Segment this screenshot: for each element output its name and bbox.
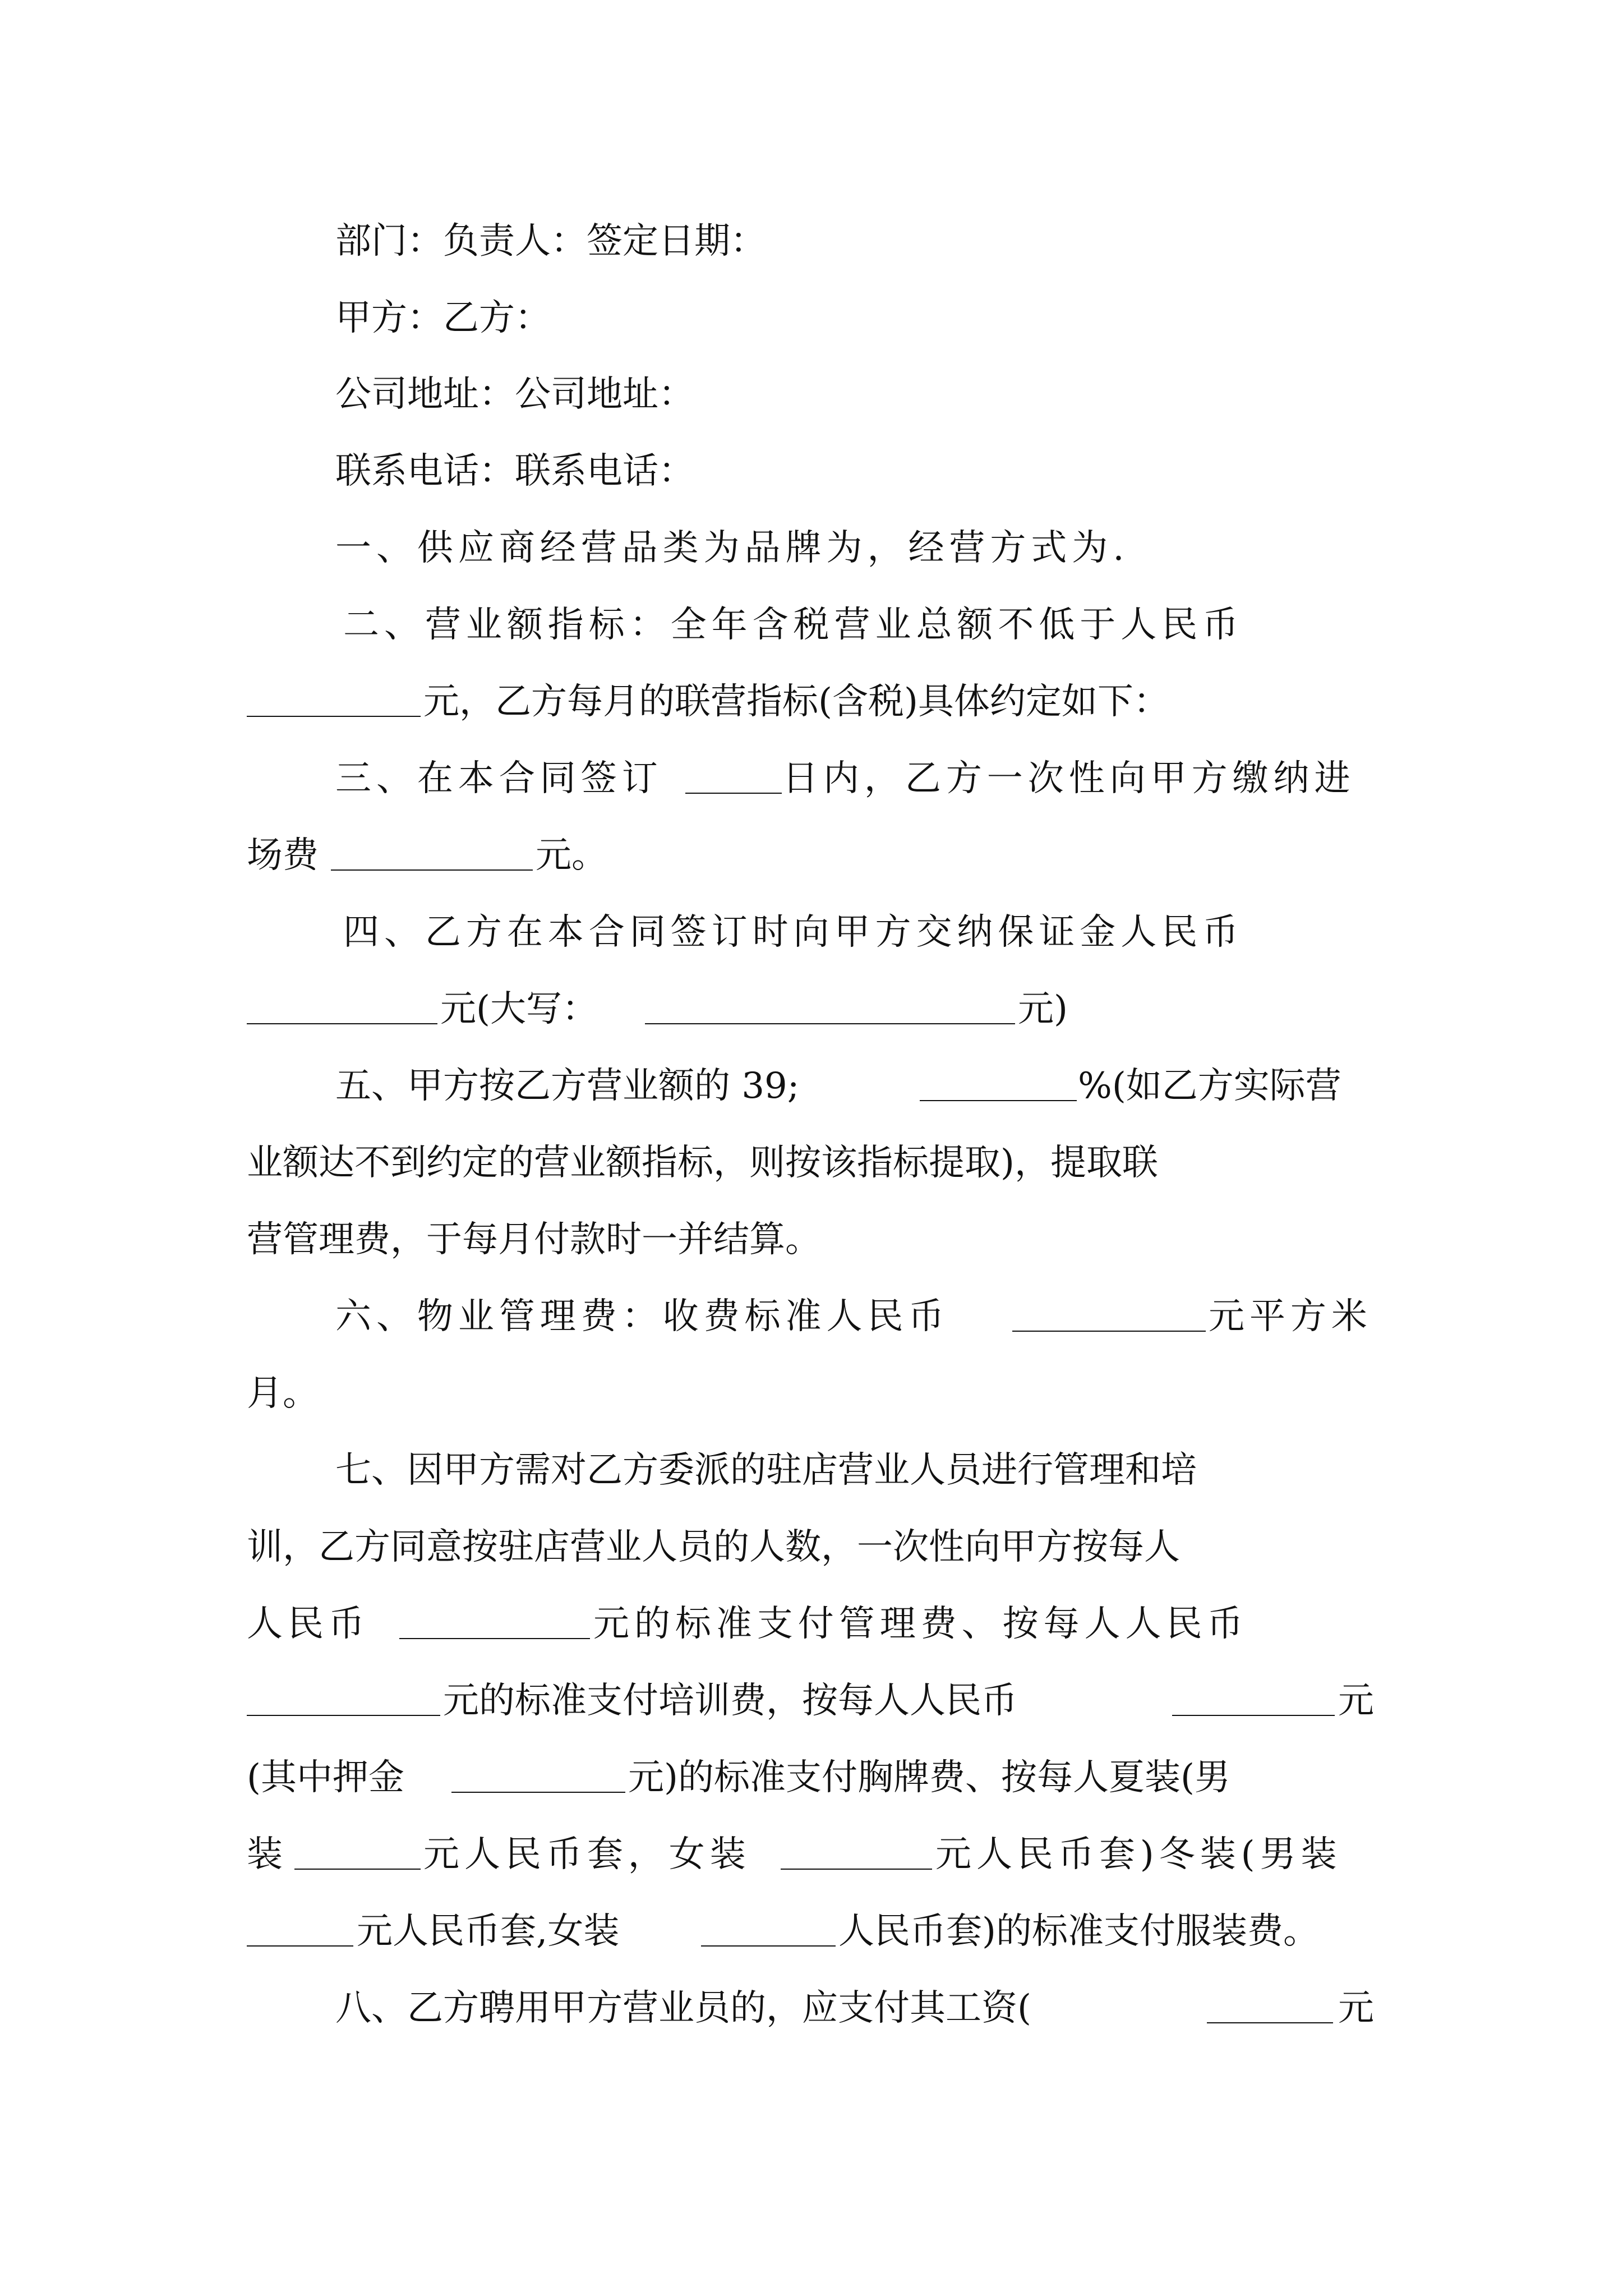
clause-7-line-3 [0, 1593, 1623, 1655]
clause-8-line-1 [0, 1977, 1623, 2039]
clause-7-text-5b: 元)的标准支付胸牌费、按每人夏装(男 [628, 1757, 1230, 1798]
clause-8-text-1a: 八、乙方聘用甲方营业员的，应支付其工资( [335, 1987, 1031, 2029]
blank-line [1207, 2022, 1333, 2023]
clause-5-line-2 [0, 1132, 1623, 1194]
blank-line [247, 716, 421, 717]
address-line [0, 364, 1623, 425]
blank-line [247, 1715, 440, 1716]
clause-7-text-4b: 元 [1338, 1680, 1374, 1722]
clause-7-text-5a: (其中押金 [247, 1757, 404, 1798]
clause-2-line-2 [0, 671, 1623, 733]
blank-line [685, 793, 782, 794]
clause-4-text-2b: 元) [1018, 988, 1068, 1030]
clause-3-line-2 [0, 825, 1623, 886]
clause-5-text-2: 业额达不到约定的营业额指标，则按该指标提取)，提取联 [247, 1142, 1158, 1184]
clause-6-text-1a: 六、物业管理费：收费标准人民币 [335, 1296, 949, 1337]
clause-4-text-2a: 元(大写： [440, 988, 598, 1030]
blank-line [247, 1023, 437, 1024]
clause-6-text-2: 月。 [247, 1373, 319, 1414]
parties-text: 甲方：乙方： [335, 297, 551, 339]
clause-7-text-3b: 元的标准支付管理费、按每人人民币 [593, 1603, 1248, 1645]
phone-text: 联系电话：联系电话： [335, 450, 694, 492]
clause-4-line-1 [0, 901, 1623, 963]
clause-3-text-2a: 场费 [247, 835, 319, 876]
clause-8-text-1b: 元 [1338, 1987, 1374, 2029]
clause-7-line-2 [0, 1516, 1623, 1578]
clause-3-text-2b: 元。 [536, 835, 607, 876]
clause-5-line-1 [0, 1055, 1623, 1117]
clause-7-text-6a: 装 [247, 1834, 283, 1875]
clause-5-text-3: 营管理费，于每月付款时一并结算。 [247, 1219, 821, 1260]
clause-4-text-1: 四、乙方在本合同签订时向甲方交纳保证金人民币 [343, 912, 1244, 953]
clause-3-text-1a: 三、在本合同签订 [335, 758, 663, 799]
blank-line [920, 1100, 1077, 1101]
blank-line [451, 1792, 625, 1793]
parties-line [0, 287, 1623, 349]
clause-7-text-6c: 元人民币套)冬装(男装 [935, 1834, 1342, 1875]
clause-5-text-1a: 五、甲方按乙方营业额的 39; [335, 1065, 800, 1107]
clause-5-text-1b: %(如乙方实际营 [1078, 1065, 1341, 1107]
clause-7-line-5 [0, 1747, 1623, 1809]
blank-line [247, 1945, 353, 1947]
clause-7-line-7 [0, 1901, 1623, 1962]
blank-line [701, 1945, 836, 1947]
clause-2-text-2: 元，乙方每月的联营指标(含税)具体约定如下： [423, 681, 1169, 723]
blank-line [1172, 1715, 1335, 1716]
clause-7-line-6 [0, 1824, 1623, 1885]
clause-6-text-1b: 元平方米 [1209, 1296, 1372, 1337]
clause-5-line-3 [0, 1209, 1623, 1271]
clause-2-text-1: 二、营业额指标：全年含税营业总额不低于人民币 [343, 604, 1244, 646]
clause-7-text-3a: 人民币 [247, 1603, 370, 1645]
clause-7-text-2: 训，乙方同意按驻店营业人员的人数，一次性向甲方按每人 [247, 1526, 1180, 1568]
clause-1-line [0, 517, 1623, 579]
clause-7-line-4 [0, 1670, 1623, 1732]
blank-line [645, 1023, 1015, 1024]
clause-7-text-1: 七、因甲方需对乙方委派的驻店营业人员进行管理和培 [335, 1450, 1197, 1491]
clause-1-text: 一、供应商经营品类为品牌为，经营方式为. [335, 527, 1129, 569]
header-department-text: 部门：负责人：签定日期： [335, 220, 766, 262]
clause-4-line-2 [0, 978, 1623, 1040]
blank-line [294, 1869, 421, 1870]
header-department-line [0, 210, 1623, 272]
clause-7-text-6b: 元人民币套，女装 [423, 1834, 751, 1875]
clause-2-line-1 [0, 594, 1623, 656]
phone-line [0, 440, 1623, 502]
clause-3-text-1b: 日内，乙方一次性向甲方缴纳进 [782, 758, 1355, 799]
clause-3-line-1 [0, 748, 1623, 809]
clause-7-text-7a: 元人民币套,女装 [357, 1911, 620, 1952]
clause-6-line-2 [0, 1363, 1623, 1424]
clause-7-line-1 [0, 1439, 1623, 1501]
blank-line [1012, 1331, 1206, 1332]
blank-line [781, 1869, 932, 1870]
blank-line [399, 1638, 590, 1639]
clause-6-line-1 [0, 1286, 1623, 1347]
address-text: 公司地址：公司地址： [335, 374, 694, 415]
clause-7-text-4a: 元的标准支付培训费，按每人人民币 [443, 1680, 1017, 1722]
blank-line [331, 869, 533, 871]
clause-7-text-7b: 人民币套)的标准支付服装费。 [838, 1911, 1319, 1952]
